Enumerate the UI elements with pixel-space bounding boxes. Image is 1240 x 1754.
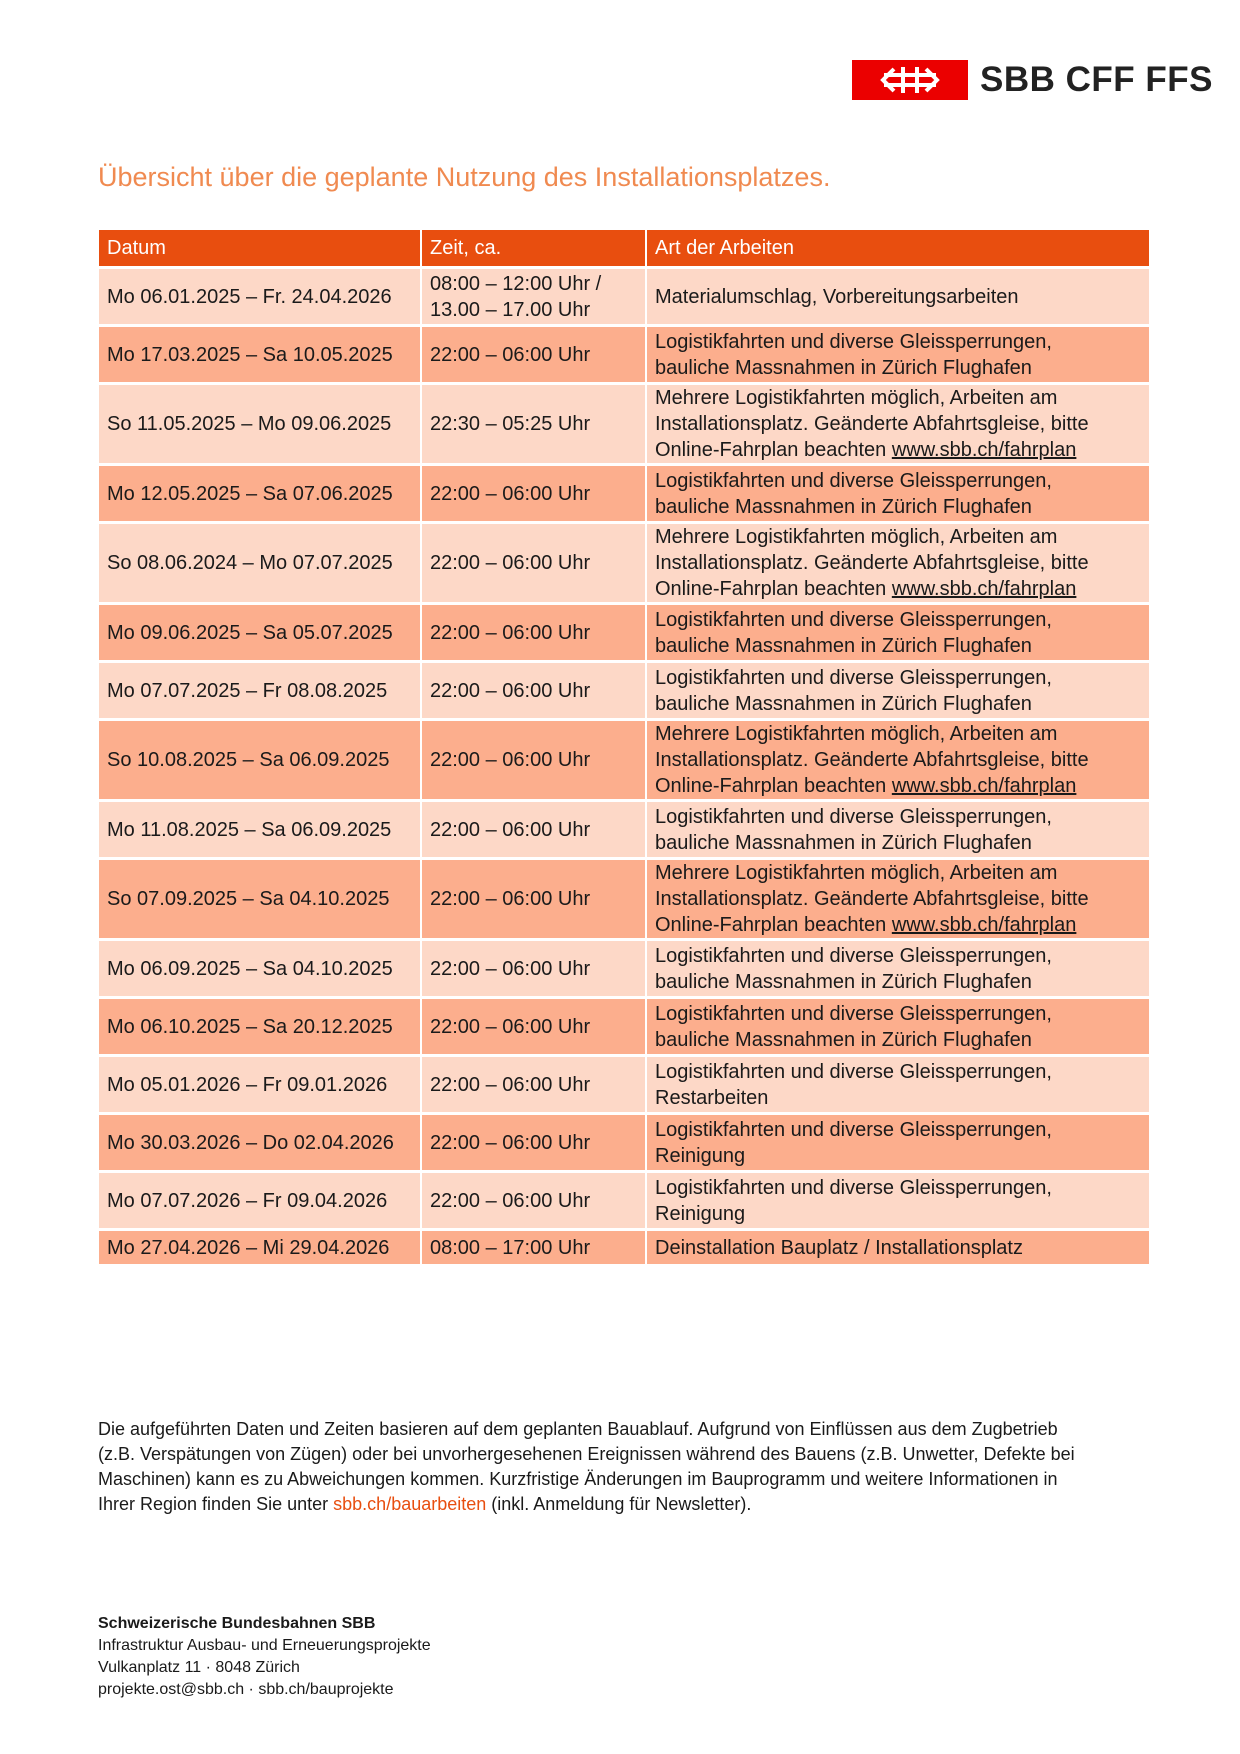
time-line: 22:00 – 06:00 Uhr [430, 552, 591, 574]
table-row [98, 326, 1150, 384]
cell-work [646, 523, 1150, 604]
cell-date: So 07.09.2025 – Sa 04.10.2025 [98, 859, 421, 940]
cell-date: So 10.08.2025 – Sa 06.09.2025 [98, 720, 421, 801]
work-line: Logistikfahrten und diverse Gleissperrungen, [655, 608, 1052, 631]
fahrplan-link[interactable]: www.sbb.ch/fahrplan [891, 578, 1077, 600]
cell-work [646, 662, 1150, 720]
fahrplan-link[interactable]: www.sbb.ch/fahrplan [891, 914, 1077, 936]
work-line: Mehrere Logistikfahrten möglich, Arbeiten am [655, 862, 1058, 884]
work-line: Installationsplatz. Geänderte Abfahrtsgleise, bitte [655, 413, 1089, 435]
cell-date: Mo 06.01.2025 – Fr. 24.04.2026 [98, 268, 421, 326]
cell-time [421, 940, 646, 998]
work-line: Logistikfahrten und diverse Gleissperrungen, [655, 1060, 1052, 1083]
cell-time [421, 384, 646, 465]
time-line: 22:00 – 06:00 Uhr [430, 343, 591, 366]
footnote-line: Ihrer Region finden Sie unter [98, 1494, 334, 1514]
cell-time [421, 1056, 646, 1114]
cell-time [421, 801, 646, 859]
table-row [98, 1056, 1150, 1114]
work-line: Logistikfahrten und diverse Gleissperrungen, [655, 1118, 1052, 1141]
work-line: Online-Fahrplan beachten [655, 914, 892, 936]
work-line: bauliche Massnahmen in Zürich Flughafen [655, 356, 1032, 379]
footer-address-line: Vulkanplatz 11 · 8048 Zürich [98, 1659, 300, 1676]
cell-time [421, 998, 646, 1056]
cell-time [421, 465, 646, 523]
cell-date: Mo 09.06.2025 – Sa 05.07.2025 [98, 604, 421, 662]
cell-work [646, 801, 1150, 859]
cell-work [646, 1172, 1150, 1230]
cell-date: Mo 05.01.2026 – Fr 09.01.2026 [98, 1056, 421, 1114]
table-row [98, 998, 1150, 1056]
work-line: Restarbeiten [655, 1086, 769, 1109]
work-line: bauliche Massnahmen in Zürich Flughafen [655, 692, 1032, 715]
work-line: Logistikfahrten und diverse Gleissperrungen, [655, 1176, 1052, 1199]
cell-time [421, 523, 646, 604]
header-art: Art der Arbeiten [646, 230, 1150, 268]
work-line: Installationsplatz. Geänderte Abfahrtsgleise, bitte [655, 552, 1089, 574]
bauarbeiten-link[interactable]: sbb.ch/bauarbeiten [333, 1494, 487, 1514]
header-zeit: Zeit, ca. [421, 230, 646, 268]
cell-work [646, 859, 1150, 940]
table-row [98, 268, 1150, 326]
work-line: Logistikfahrten und diverse Gleissperrungen, [655, 944, 1052, 967]
cell-work [646, 268, 1150, 326]
work-line: Online-Fahrplan beachten [655, 775, 892, 797]
header-datum: Datum [98, 230, 421, 268]
cell-date: So 11.05.2025 – Mo 09.06.2025 [98, 384, 421, 465]
time-line: 22:00 – 06:00 Uhr [430, 482, 591, 505]
fahrplan-link[interactable]: www.sbb.ch/fahrplan [891, 775, 1077, 797]
footer-contact: projekte.ost@sbb.ch · sbb.ch/bauprojekte [98, 1681, 394, 1698]
table-row [98, 465, 1150, 523]
work-line: Mehrere Logistikfahrten möglich, Arbeiten am [655, 723, 1058, 745]
work-line: Mehrere Logistikfahrten möglich, Arbeiten am [655, 387, 1058, 409]
time-line: 08:00 – 17:00 Uhr [430, 1236, 591, 1259]
cell-time [421, 720, 646, 801]
cell-work [646, 1056, 1150, 1114]
cell-work [646, 326, 1150, 384]
table-row [98, 720, 1150, 801]
table-row [98, 1230, 1150, 1266]
work-line: Logistikfahrten und diverse Gleissperrungen, [655, 666, 1052, 689]
cell-time [421, 326, 646, 384]
footnote-line: (z.B. Verspätungen von Zügen) oder bei unvorhergesehenen Ereignissen während des Bauens (z.B. Unwetter, Defekte bei [98, 1444, 1075, 1464]
cell-date: Mo 27.04.2026 – Mi 29.04.2026 [98, 1230, 421, 1266]
time-line: 22:00 – 06:00 Uhr [430, 1189, 591, 1212]
cell-date: Mo 11.08.2025 – Sa 06.09.2025 [98, 801, 421, 859]
sbb-arrows-icon [852, 60, 968, 100]
work-line: bauliche Massnahmen in Zürich Flughafen [655, 495, 1032, 518]
time-line: 22:00 – 06:00 Uhr [430, 1073, 591, 1096]
footnote-line: Maschinen) kann es zu Abweichungen kommen. Kurzfristige Änderungen im Bauprogramm und weitere Informationen in [98, 1469, 1058, 1489]
table-row [98, 1172, 1150, 1230]
cell-time [421, 268, 646, 326]
table-row [98, 523, 1150, 604]
work-line: Materialumschlag, Vorbereitungsarbeiten [655, 285, 1019, 308]
table-row [98, 604, 1150, 662]
footer-department: Infrastruktur Ausbau- und Erneuerungsprojekte [98, 1637, 431, 1654]
cell-date: Mo 06.10.2025 – Sa 20.12.2025 [98, 998, 421, 1056]
cell-date: Mo 07.07.2026 – Fr 09.04.2026 [98, 1172, 421, 1230]
cell-date: Mo 17.03.2025 – Sa 10.05.2025 [98, 326, 421, 384]
work-line: Deinstallation Bauplatz / Installationsplatz [655, 1236, 1023, 1259]
time-line: 08:00 – 12:00 Uhr / [430, 272, 602, 295]
table-row [98, 859, 1150, 940]
table-header-row [98, 230, 1150, 268]
table-row [98, 1114, 1150, 1172]
logo-wordmark: SBB CFF FFS [980, 60, 1213, 99]
table-row [98, 801, 1150, 859]
work-line: Installationsplatz. Geänderte Abfahrtsgleise, bitte [655, 888, 1089, 910]
cell-date: Mo 07.07.2025 – Fr 08.08.2025 [98, 662, 421, 720]
cell-time [421, 1172, 646, 1230]
work-line: Installationsplatz. Geänderte Abfahrtsgleise, bitte [655, 749, 1089, 771]
table-row [98, 940, 1150, 998]
cell-date: Mo 06.09.2025 – Sa 04.10.2025 [98, 940, 421, 998]
cell-work [646, 604, 1150, 662]
work-line: Reinigung [655, 1202, 746, 1225]
time-line: 22:00 – 06:00 Uhr [430, 1131, 591, 1154]
work-line: Logistikfahrten und diverse Gleissperrungen, [655, 1002, 1052, 1025]
cell-time [421, 604, 646, 662]
work-line: Logistikfahrten und diverse Gleissperrungen, [655, 805, 1052, 828]
work-line: bauliche Massnahmen in Zürich Flughafen [655, 1028, 1032, 1051]
work-line: Online-Fahrplan beachten [655, 439, 892, 461]
footnote [98, 1417, 1128, 1517]
time-line: 22:00 – 06:00 Uhr [430, 749, 591, 771]
footer-address [98, 1613, 431, 1701]
footer-company: Schweizerische Bundesbahnen SBB [98, 1615, 376, 1632]
work-line: Reinigung [655, 1144, 746, 1167]
sbb-logo [852, 60, 1213, 100]
work-line: Online-Fahrplan beachten [655, 578, 892, 600]
footnote-line: Die aufgeführten Daten und Zeiten basieren auf dem geplanten Bauablauf. Aufgrund von Einflüssen aus dem Zugbetrieb [98, 1419, 1058, 1439]
time-line: 22:00 – 06:00 Uhr [430, 1015, 591, 1038]
cell-work [646, 720, 1150, 801]
cell-date: Mo 12.05.2025 – Sa 07.06.2025 [98, 465, 421, 523]
work-line: bauliche Massnahmen in Zürich Flughafen [655, 831, 1032, 854]
cell-time [421, 1114, 646, 1172]
cell-work [646, 940, 1150, 998]
table-row [98, 662, 1150, 720]
table-body [98, 268, 1150, 1266]
cell-time [421, 662, 646, 720]
time-line: 22:30 – 05:25 Uhr [430, 413, 591, 435]
time-line: 22:00 – 06:00 Uhr [430, 888, 591, 910]
time-line: 22:00 – 06:00 Uhr [430, 957, 591, 980]
cell-work [646, 998, 1150, 1056]
cell-time [421, 859, 646, 940]
cell-date: Mo 30.03.2026 – Do 02.04.2026 [98, 1114, 421, 1172]
table-row [98, 384, 1150, 465]
time-line: 22:00 – 06:00 Uhr [430, 818, 591, 841]
work-line: Logistikfahrten und diverse Gleissperrungen, [655, 330, 1052, 353]
time-line: 13.00 – 17.00 Uhr [430, 298, 591, 321]
cell-work [646, 384, 1150, 465]
page-title: Übersicht über die geplante Nutzung des Installationsplatzes. [98, 162, 831, 192]
work-line: bauliche Massnahmen in Zürich Flughafen [655, 970, 1032, 993]
work-line: bauliche Massnahmen in Zürich Flughafen [655, 634, 1032, 657]
cell-time [421, 1230, 646, 1266]
footnote-suffix: (inkl. Anmeldung für Newsletter). [486, 1494, 752, 1514]
work-line: Mehrere Logistikfahrten möglich, Arbeiten am [655, 526, 1058, 548]
cell-work [646, 1114, 1150, 1172]
time-line: 22:00 – 06:00 Uhr [430, 621, 591, 644]
time-line: 22:00 – 06:00 Uhr [430, 679, 591, 702]
cell-work [646, 1230, 1150, 1266]
work-line: Logistikfahrten und diverse Gleissperrungen, [655, 469, 1052, 492]
fahrplan-link[interactable]: www.sbb.ch/fahrplan [891, 439, 1077, 461]
cell-work [646, 465, 1150, 523]
schedule-table [97, 230, 1151, 1267]
cell-date: So 08.06.2024 – Mo 07.07.2025 [98, 523, 421, 604]
